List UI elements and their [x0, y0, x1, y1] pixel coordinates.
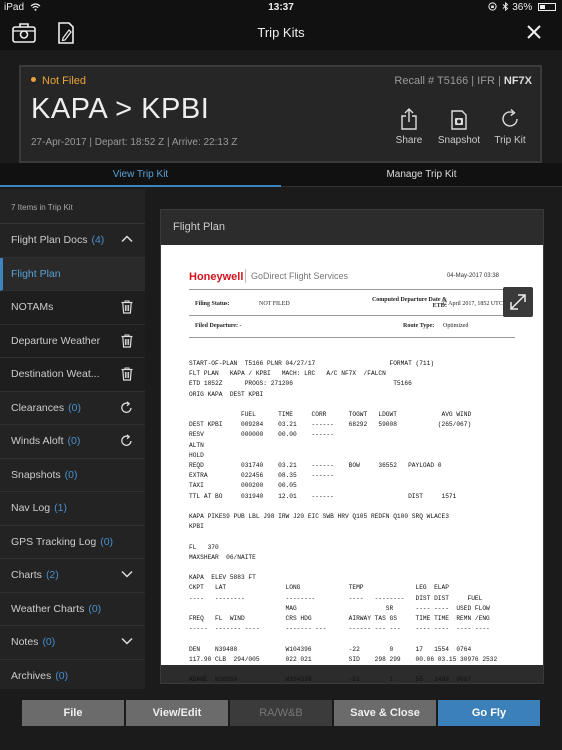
battery-percent: 36%: [512, 2, 533, 13]
trip-kit-sidebar: [0, 189, 145, 689]
trip-kit-refresh-button[interactable]: Trip Kit: [491, 107, 529, 146]
tab-manage-trip-kit[interactable]: Manage Trip Kit: [281, 163, 562, 187]
go-fly-button[interactable]: Go Fly: [438, 700, 540, 726]
device-label: iPad: [4, 2, 25, 13]
flight-plan-panel: [160, 209, 544, 684]
sidebar-item-weather-charts[interactable]: Weather Charts (0): [0, 593, 145, 627]
expand-button[interactable]: [503, 287, 533, 317]
honeywell-logo: Honeywell: [189, 271, 244, 283]
flight-times: 27-Apr-2017 | Depart: 18:52 Z | Arrive: 22:13 Z: [31, 137, 238, 148]
flight-plan-text: START-OF-PLAN T5166 PLNR 04/27/17 FORMAT (711) FLT PLAN KAPA / KPBI MACH: LRC A/C NF7X /FALCN ETD 1852Z PROGS: 271206 T5166 ORIG KAPA DEST KPBI FUEL TIME CORR TOGWT LDGWT AVG WIND DEST KPBI 009284 03.21 ------ 68292 59008 (265/067) RESV 000000 00.00 ------ ALTN HOLD REQD 031740 03.21 ------ BOW 36552 PAYLOAD 0 EXTRA 022456 08.35 ------ TAXI 000200 00.05 TTL AT BO 031940 12.01 ------ DIST 1571 KAPA PIKES9 PUB LBL J98 IRW J20 EIC SWB HRV Q105 REDFN Q100 SRQ WLACE3 KPBI FL 370 MAXSHEAR 06/NAITE KAPA ELEV 5883 FT CKPT LAT LONG TEMP LEG ELAP ---- -------- -------- ---- -------- DIST DIST FUEL MAG SR ---- ---- USED FLOW FREQ FL WIND CRS HDG AIRWAY TAS GS TIME TIME REMN /ENG ----- ------- ---- ------- --- ------ --- --- ---- ---- ---- ---- DEN N39488 W104396 -22 0 17 1554 0764 117.90 CLB 294/005 022 021 SID 298 299 00.06 03.15 30976 2532 ADANE N38550 W104338 -51 1 55 1499 0687: [189, 360, 498, 684]
sidebar-item-departure-weather[interactable]: Departure Weather: [0, 325, 145, 359]
share-icon: [400, 107, 418, 131]
sidebar-item-destination-weather[interactable]: Destination Weat...: [0, 358, 145, 392]
battery-icon: [538, 3, 556, 11]
sidebar-item-snapshots[interactable]: Snapshots (0): [0, 459, 145, 493]
document-viewer: [145, 189, 562, 689]
file-button[interactable]: File: [22, 700, 124, 726]
sidebar-item-notes[interactable]: Notes (0): [0, 626, 145, 660]
chevron-up-icon: [121, 233, 133, 245]
sidebar-item-flight-plan[interactable]: Flight Plan: [0, 258, 145, 292]
close-icon[interactable]: [526, 24, 552, 48]
snapshot-button[interactable]: Snapshot: [433, 107, 485, 146]
sidebar-item-charts[interactable]: Charts (2): [0, 559, 145, 593]
sidebar-item-notams[interactable]: NOTAMs: [0, 291, 145, 325]
refresh-icon: [499, 107, 521, 131]
trash-icon[interactable]: [121, 334, 133, 348]
sidebar-item-flight-plan-docs[interactable]: Flight Plan Docs (4): [0, 224, 145, 258]
bluetooth-icon: [502, 2, 509, 11]
clock: 13:37: [268, 2, 294, 13]
camera-icon: [449, 107, 469, 131]
sidebar-item-clearances[interactable]: Clearances (0): [0, 392, 145, 426]
sidebar-item-winds-aloft[interactable]: Winds Aloft (0): [0, 425, 145, 459]
status-bar: [0, 0, 562, 16]
view-edit-button[interactable]: View/Edit: [126, 700, 228, 726]
tail-number: NF7X: [503, 75, 532, 87]
trash-icon[interactable]: [121, 367, 133, 381]
orientation-lock-icon: [488, 2, 497, 11]
status-dot-icon: [31, 77, 36, 82]
service-name: GoDirect Flight Services: [251, 271, 349, 281]
share-button[interactable]: Share: [391, 107, 427, 146]
chevron-down-icon: [121, 568, 133, 580]
flight-route: KAPA > KPBI: [31, 93, 210, 125]
ra-wb-button[interactable]: RA/W&B: [230, 700, 332, 726]
save-close-button[interactable]: Save & Close: [334, 700, 436, 726]
flight-plan-document[interactable]: Honeywell GoDirect Flight Services 04-May-2017 03:38 Filing Status: NOT FILED Computed Departure Date & ETD: 27 April 2017, 1852 UTC Filed Departure: - Route Type: Optimized START-OF-PLAN T5166 PLNR 04/27/17 FORMAT (711) FLT PLAN KAPA / KPBI MACH: LRC A/C NF7X /FALCN ETD 1852Z PROGS: 271206 T5166 ORIG KAPA DEST KPBI FUEL TIME CORR TOGWT LDGWT AVG WIND DEST KPBI 009284 03.21 ------ 68292 59008 (265/067) RESV 000000 00.00 ------ ALTN HOLD REQD 031740 03.21 ------ BOW 36552 PAYLOAD 0 EXTRA 022456 08.35 ------ TAXI 000200 00.05 TTL AT BO 031940 12.01 ------ DIST 1571 KAPA PIKES9 PUB LBL J98 IRW J20 EIC SWB HRV Q105 REDFN Q100 SRQ WLACE3 KPBI FL 370 MAXSHEAR 06/NAITE KAPA ELEV 5883 FT CKPT LAT LONG TEMP LEG ELAP ---- -------- -------- ---- -------- DIST DIST FUEL MAG SR ---- ---- USED FLOW FREQ FL WIND CRS HDG AIRWAY TAS GS TIME TIME REMN /ENG ----- ------- ---- ------- --- ------ --- --- ---- ---- ---- ---- DEN N39488 W104396 -22 0 17 1554 0764 117.90 CLB 294/005 022 021 SID 298 299 00.06 03.15 30976 2532 ADANE N38550 W104338 -51 1 55 1499 0687: [161, 245, 543, 665]
sidebar-item-nav-log[interactable]: Nav Log (1): [0, 492, 145, 526]
filing-status: Not Filed: [31, 75, 86, 87]
expand-icon: [503, 287, 533, 317]
document-date: 04-May-2017 03:38: [446, 273, 499, 279]
battery-level: [540, 5, 545, 9]
top-bar: [0, 16, 562, 50]
sidebar-item-archives[interactable]: Archives (0): [0, 660, 145, 694]
trip-kit-tabs: [0, 163, 562, 187]
tab-view-trip-kit[interactable]: View Trip Kit: [0, 163, 281, 187]
page-title: Trip Kits: [257, 25, 305, 40]
sidebar-item-gps-tracking-log[interactable]: GPS Tracking Log (0): [0, 526, 145, 560]
refresh-icon[interactable]: [120, 401, 133, 414]
trash-icon[interactable]: [121, 300, 133, 314]
panel-title: Flight Plan: [173, 221, 225, 233]
refresh-icon[interactable]: [120, 434, 133, 447]
chevron-down-icon: [121, 635, 133, 647]
bottom-action-bar: [0, 689, 562, 750]
item-count: 7 Items in Trip Kit: [0, 189, 145, 224]
flight-summary-card: [19, 65, 542, 163]
recall-info: Recall # T5166 | IFR | NF7X: [394, 75, 532, 87]
